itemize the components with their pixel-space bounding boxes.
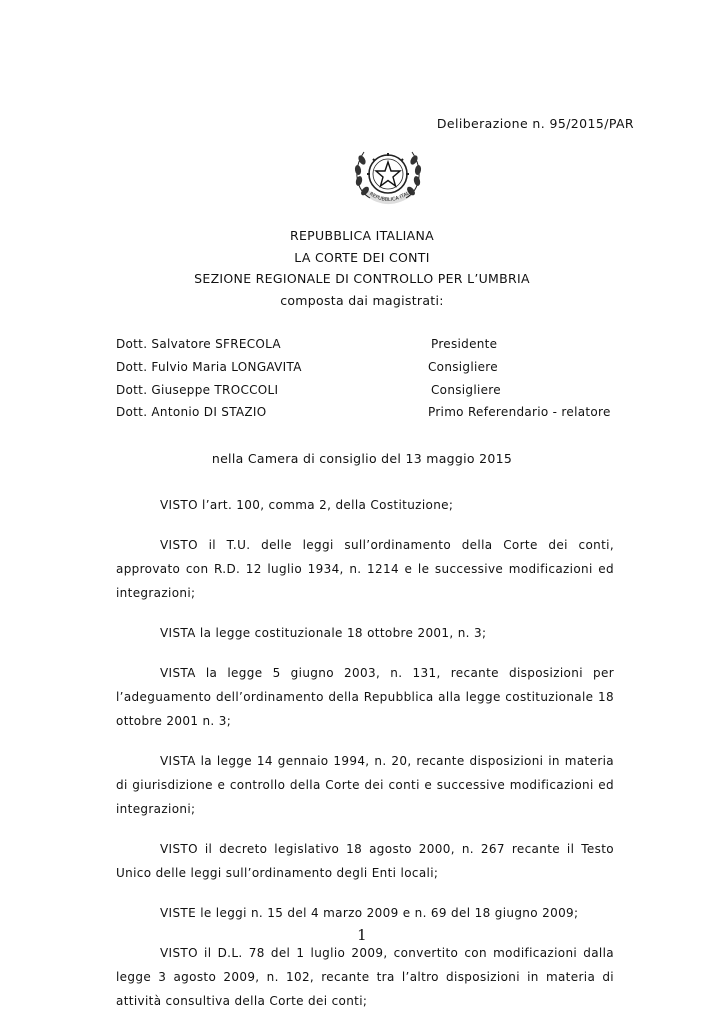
header-republic: REPUBBLICA ITALIANA	[289, 228, 435, 243]
document-body	[116, 493, 614, 1029]
italian-emblem-icon	[342, 140, 434, 212]
paragraph: VISTA la legge 5 giugno 2003, n. 131, recante disposizioni per l’adeguamento dell’ordinamento della Repubblica alla legge costituzionale 18 ottobre 2001 n. 3;	[116, 666, 614, 728]
paragraph: VISTA la legge 14 gennaio 1994, n. 20, recante disposizioni in materia di giurisdizione e controllo della Corte dei conti e successive modificazioni ed integrazioni;	[116, 754, 614, 816]
member-role: Consigliere	[431, 383, 501, 397]
member-name: Dott. Fulvio Maria LONGAVITA	[116, 360, 302, 374]
paragraph: VISTE le leggi n. 15 del 4 marzo 2009 e n. 69 del 18 giugno 2009;	[160, 906, 579, 920]
header-composed: composta dai magistrati:	[280, 293, 444, 308]
header-section: SEZIONE REGIONALE DI CONTROLLO PER L’UMBRIA	[194, 271, 530, 286]
page-number: 1	[357, 926, 367, 944]
member-role: Presidente	[431, 337, 498, 351]
paragraph: VISTA la legge costituzionale 18 ottobre 2001, n. 3;	[160, 626, 487, 640]
member-role: Consigliere	[428, 360, 498, 374]
paragraph: VISTO il T.U. delle leggi sull’ordinamento della Corte dei conti, approvato con R.D. 12 luglio 1934, n. 1214 e le successive modificazioni ed integrazioni;	[116, 538, 614, 600]
header-court: LA CORTE DEI CONTI	[294, 250, 430, 265]
svg-text:REPUBBLICA ITALIANA: REPUBBLICA ITALI	[368, 189, 412, 204]
deliberation-reference: Deliberazione n. 95/2015/PAR	[436, 116, 634, 131]
member-name: Dott. Antonio DI STAZIO	[116, 405, 267, 419]
paragraph: VISTO il D.L. 78 del 1 luglio 2009, convertito con modificazioni dalla legge 3 agosto 2009, n. 102, recante tra l’altro disposizioni in materia di attività consultiva della Corte dei conti;	[116, 946, 614, 1008]
paragraph: VISTO l’art. 100, comma 2, della Costituzione;	[160, 498, 454, 512]
member-name: Dott. Giuseppe TROCCOLI	[116, 383, 279, 397]
member-role: Primo Referendario - relatore	[428, 405, 611, 419]
session-line: nella Camera di consiglio del 13 maggio 2015	[211, 451, 513, 466]
member-name: Dott. Salvatore SFRECOLA	[116, 337, 281, 351]
paragraph: VISTO il decreto legislativo 18 agosto 2000, n. 267 recante il Testo Unico delle leggi sull’ordinamento degli Enti locali;	[116, 842, 614, 880]
